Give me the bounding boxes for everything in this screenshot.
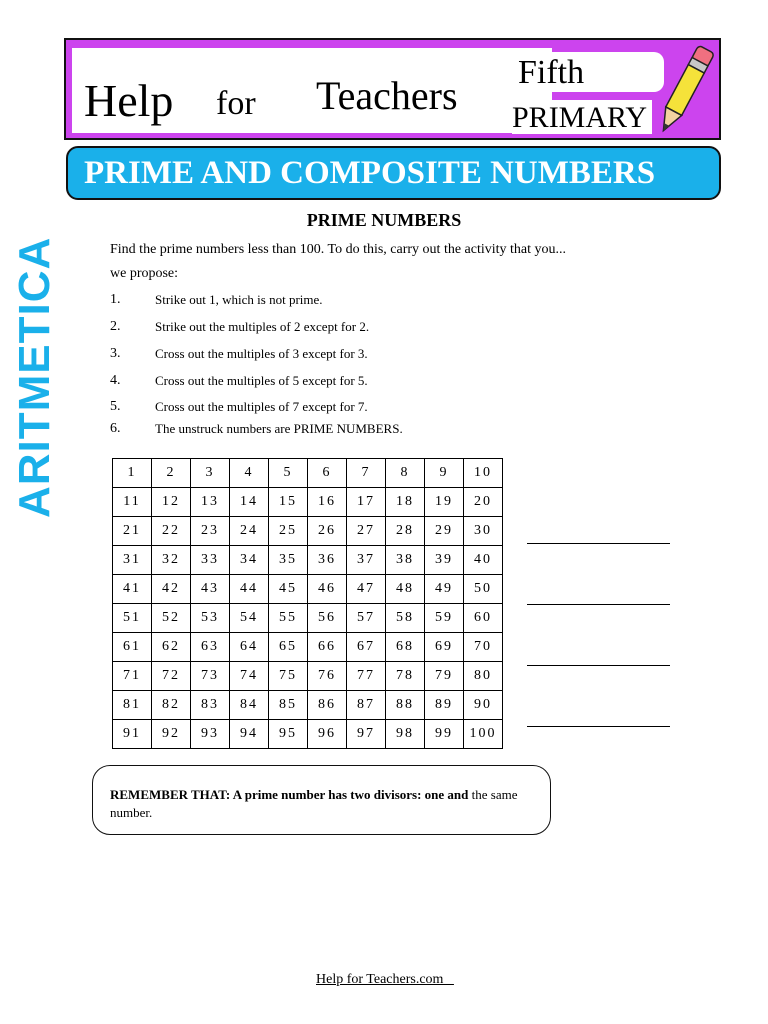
page-title: PRIME AND COMPOSITE NUMBERS xyxy=(84,155,656,191)
grid-cell[interactable]: 53 xyxy=(191,604,230,633)
grid-cell[interactable]: 19 xyxy=(425,488,464,517)
grid-cell[interactable]: 23 xyxy=(191,517,230,546)
step-number: 4. xyxy=(110,373,121,388)
grid-cell[interactable]: 12 xyxy=(152,488,191,517)
grid-cell[interactable]: 89 xyxy=(425,691,464,720)
grid-cell[interactable]: 11 xyxy=(113,488,152,517)
grid-cell[interactable]: 71 xyxy=(113,662,152,691)
grid-cell[interactable]: 62 xyxy=(152,633,191,662)
grid-cell[interactable]: 36 xyxy=(308,546,347,575)
grid-cell[interactable]: 29 xyxy=(425,517,464,546)
grid-cell[interactable]: 42 xyxy=(152,575,191,604)
grid-cell[interactable]: 10 xyxy=(464,459,503,488)
grid-cell[interactable]: 46 xyxy=(308,575,347,604)
step-number: 2. xyxy=(110,319,121,334)
grid-cell[interactable]: 7 xyxy=(347,459,386,488)
grid-cell[interactable]: 14 xyxy=(230,488,269,517)
grid-row xyxy=(113,459,503,488)
grid-cell[interactable]: 35 xyxy=(269,546,308,575)
grade-label: Fifth xyxy=(518,54,585,91)
grid-cell[interactable]: 75 xyxy=(269,662,308,691)
step-text: Strike out the multiples of 2 except for 2. xyxy=(155,319,370,334)
grid-cell[interactable]: 63 xyxy=(191,633,230,662)
grid-cell[interactable]: 98 xyxy=(386,720,425,749)
step-text: The unstruck numbers are PRIME NUMBERS. xyxy=(155,421,403,436)
grid-cell[interactable]: 37 xyxy=(347,546,386,575)
pencil-icon xyxy=(650,40,720,140)
grid-cell[interactable]: 79 xyxy=(425,662,464,691)
remember-bold: REMEMBER THAT: A prime number has two divisors: one and xyxy=(110,787,469,802)
grid-cell[interactable]: 25 xyxy=(269,517,308,546)
grid-cell[interactable]: 59 xyxy=(425,604,464,633)
brand-help: Help xyxy=(84,75,174,126)
grid-cell[interactable]: 91 xyxy=(113,720,152,749)
grid-cell[interactable]: 21 xyxy=(113,517,152,546)
grid-cell[interactable]: 80 xyxy=(464,662,503,691)
remember-text xyxy=(110,786,540,822)
grid-row xyxy=(113,604,503,633)
grid-row xyxy=(113,517,503,546)
step-text: Strike out 1, which is not prime. xyxy=(155,292,323,307)
step-number: 6. xyxy=(110,421,121,436)
brand-panel xyxy=(72,48,552,133)
grid-row xyxy=(113,691,503,720)
answer-line[interactable] xyxy=(527,665,670,666)
grid-cell[interactable]: 4 xyxy=(230,459,269,488)
step-text: Cross out the multiples of 5 except for 5. xyxy=(155,373,368,388)
grid-cell[interactable]: 67 xyxy=(347,633,386,662)
grid-cell[interactable]: 54 xyxy=(230,604,269,633)
grid-cell[interactable]: 58 xyxy=(386,604,425,633)
intro-line-1: Find the prime numbers less than 100. To do this, carry out the activity that you... xyxy=(110,242,567,257)
grid-cell[interactable]: 9 xyxy=(425,459,464,488)
grid-cell[interactable]: 44 xyxy=(230,575,269,604)
grid-cell[interactable]: 95 xyxy=(269,720,308,749)
grid-cell[interactable]: 70 xyxy=(464,633,503,662)
title-bar xyxy=(66,146,721,200)
grid-cell[interactable]: 83 xyxy=(191,691,230,720)
header-banner xyxy=(64,38,721,140)
footer-link[interactable]: Help for Teachers.com xyxy=(316,972,454,987)
level-label: PRIMARY xyxy=(512,101,648,134)
grid-cell[interactable]: 3 xyxy=(191,459,230,488)
grid-cell[interactable]: 40 xyxy=(464,546,503,575)
grid-cell[interactable]: 48 xyxy=(386,575,425,604)
grid-cell[interactable]: 78 xyxy=(386,662,425,691)
answer-line[interactable] xyxy=(527,543,670,544)
grid-cell[interactable]: 56 xyxy=(308,604,347,633)
grid-cell[interactable]: 49 xyxy=(425,575,464,604)
grid-cell[interactable]: 13 xyxy=(191,488,230,517)
grid-cell[interactable]: 66 xyxy=(308,633,347,662)
grid-cell[interactable]: 50 xyxy=(464,575,503,604)
grid-row xyxy=(113,633,503,662)
grid-cell[interactable]: 27 xyxy=(347,517,386,546)
grid-cell[interactable]: 72 xyxy=(152,662,191,691)
grid-row xyxy=(113,720,503,749)
grid-cell[interactable]: 31 xyxy=(113,546,152,575)
grid-cell[interactable]: 34 xyxy=(230,546,269,575)
grid-cell[interactable]: 100 xyxy=(464,720,503,749)
grid-cell[interactable]: 73 xyxy=(191,662,230,691)
grid-cell[interactable]: 65 xyxy=(269,633,308,662)
step-number: 1. xyxy=(110,292,121,307)
grid-cell[interactable]: 82 xyxy=(152,691,191,720)
remember-rest: the same number. xyxy=(110,787,518,820)
grid-cell[interactable]: 87 xyxy=(347,691,386,720)
grade-box xyxy=(500,52,664,92)
grid-cell[interactable]: 92 xyxy=(152,720,191,749)
grid-cell[interactable]: 45 xyxy=(269,575,308,604)
grid-cell[interactable]: 69 xyxy=(425,633,464,662)
answer-line[interactable] xyxy=(527,726,670,727)
grid-cell[interactable]: 88 xyxy=(386,691,425,720)
grid-cell[interactable]: 47 xyxy=(347,575,386,604)
grid-row xyxy=(113,546,503,575)
grid-cell[interactable]: 97 xyxy=(347,720,386,749)
grid-cell[interactable]: 16 xyxy=(308,488,347,517)
section-heading: PRIME NUMBERS xyxy=(306,210,462,230)
grid-cell[interactable]: 77 xyxy=(347,662,386,691)
grid-cell[interactable]: 28 xyxy=(386,517,425,546)
grid-cell[interactable]: 57 xyxy=(347,604,386,633)
grid-cell[interactable]: 39 xyxy=(425,546,464,575)
step-number: 5. xyxy=(110,399,121,414)
grid-cell[interactable]: 51 xyxy=(113,604,152,633)
grid-cell[interactable]: 96 xyxy=(308,720,347,749)
brand-for: for xyxy=(216,85,256,122)
grid-cell[interactable]: 61 xyxy=(113,633,152,662)
grid-cell[interactable]: 8 xyxy=(386,459,425,488)
grid-cell[interactable]: 32 xyxy=(152,546,191,575)
grid-cell[interactable]: 5 xyxy=(269,459,308,488)
grid-cell[interactable]: 24 xyxy=(230,517,269,546)
grid-cell[interactable]: 2 xyxy=(152,459,191,488)
grid-cell[interactable]: 76 xyxy=(308,662,347,691)
grid-cell[interactable]: 22 xyxy=(152,517,191,546)
number-grid xyxy=(112,458,503,749)
answer-line[interactable] xyxy=(527,604,670,605)
grid-cell[interactable]: 55 xyxy=(269,604,308,633)
grid-cell[interactable]: 52 xyxy=(152,604,191,633)
grid-cell[interactable]: 43 xyxy=(191,575,230,604)
grid-cell[interactable]: 85 xyxy=(269,691,308,720)
grid-cell[interactable]: 33 xyxy=(191,546,230,575)
grid-cell[interactable]: 18 xyxy=(386,488,425,517)
grid-cell[interactable]: 84 xyxy=(230,691,269,720)
grid-row xyxy=(113,575,503,604)
grid-cell[interactable]: 94 xyxy=(230,720,269,749)
grid-cell[interactable]: 1 xyxy=(113,459,152,488)
grid-cell[interactable]: 93 xyxy=(191,720,230,749)
grid-cell[interactable]: 38 xyxy=(386,546,425,575)
grid-cell[interactable]: 6 xyxy=(308,459,347,488)
grid-cell[interactable]: 81 xyxy=(113,691,152,720)
grid-cell[interactable]: 60 xyxy=(464,604,503,633)
step-number: 3. xyxy=(110,346,121,361)
grid-cell[interactable]: 20 xyxy=(464,488,503,517)
level-box xyxy=(512,100,652,134)
side-label: ARITMETICA xyxy=(10,236,59,518)
remember-note xyxy=(92,765,551,835)
intro-line-2: we propose: xyxy=(110,266,179,281)
grid-row xyxy=(113,488,503,517)
grid-row xyxy=(113,662,503,691)
grid-cell[interactable]: 30 xyxy=(464,517,503,546)
grid-cell[interactable]: 86 xyxy=(308,691,347,720)
grid-cell[interactable]: 99 xyxy=(425,720,464,749)
grid-cell[interactable]: 64 xyxy=(230,633,269,662)
grid-cell[interactable]: 41 xyxy=(113,575,152,604)
grid-cell[interactable]: 15 xyxy=(269,488,308,517)
grid-cell[interactable]: 90 xyxy=(464,691,503,720)
grid-cell[interactable]: 68 xyxy=(386,633,425,662)
grid-cell[interactable]: 26 xyxy=(308,517,347,546)
grid-cell[interactable]: 74 xyxy=(230,662,269,691)
grid-cell[interactable]: 17 xyxy=(347,488,386,517)
brand-teachers: Teachers xyxy=(316,73,458,118)
step-text: Cross out the multiples of 7 except for 7. xyxy=(155,399,368,414)
step-text: Cross out the multiples of 3 except for 3. xyxy=(155,346,368,361)
